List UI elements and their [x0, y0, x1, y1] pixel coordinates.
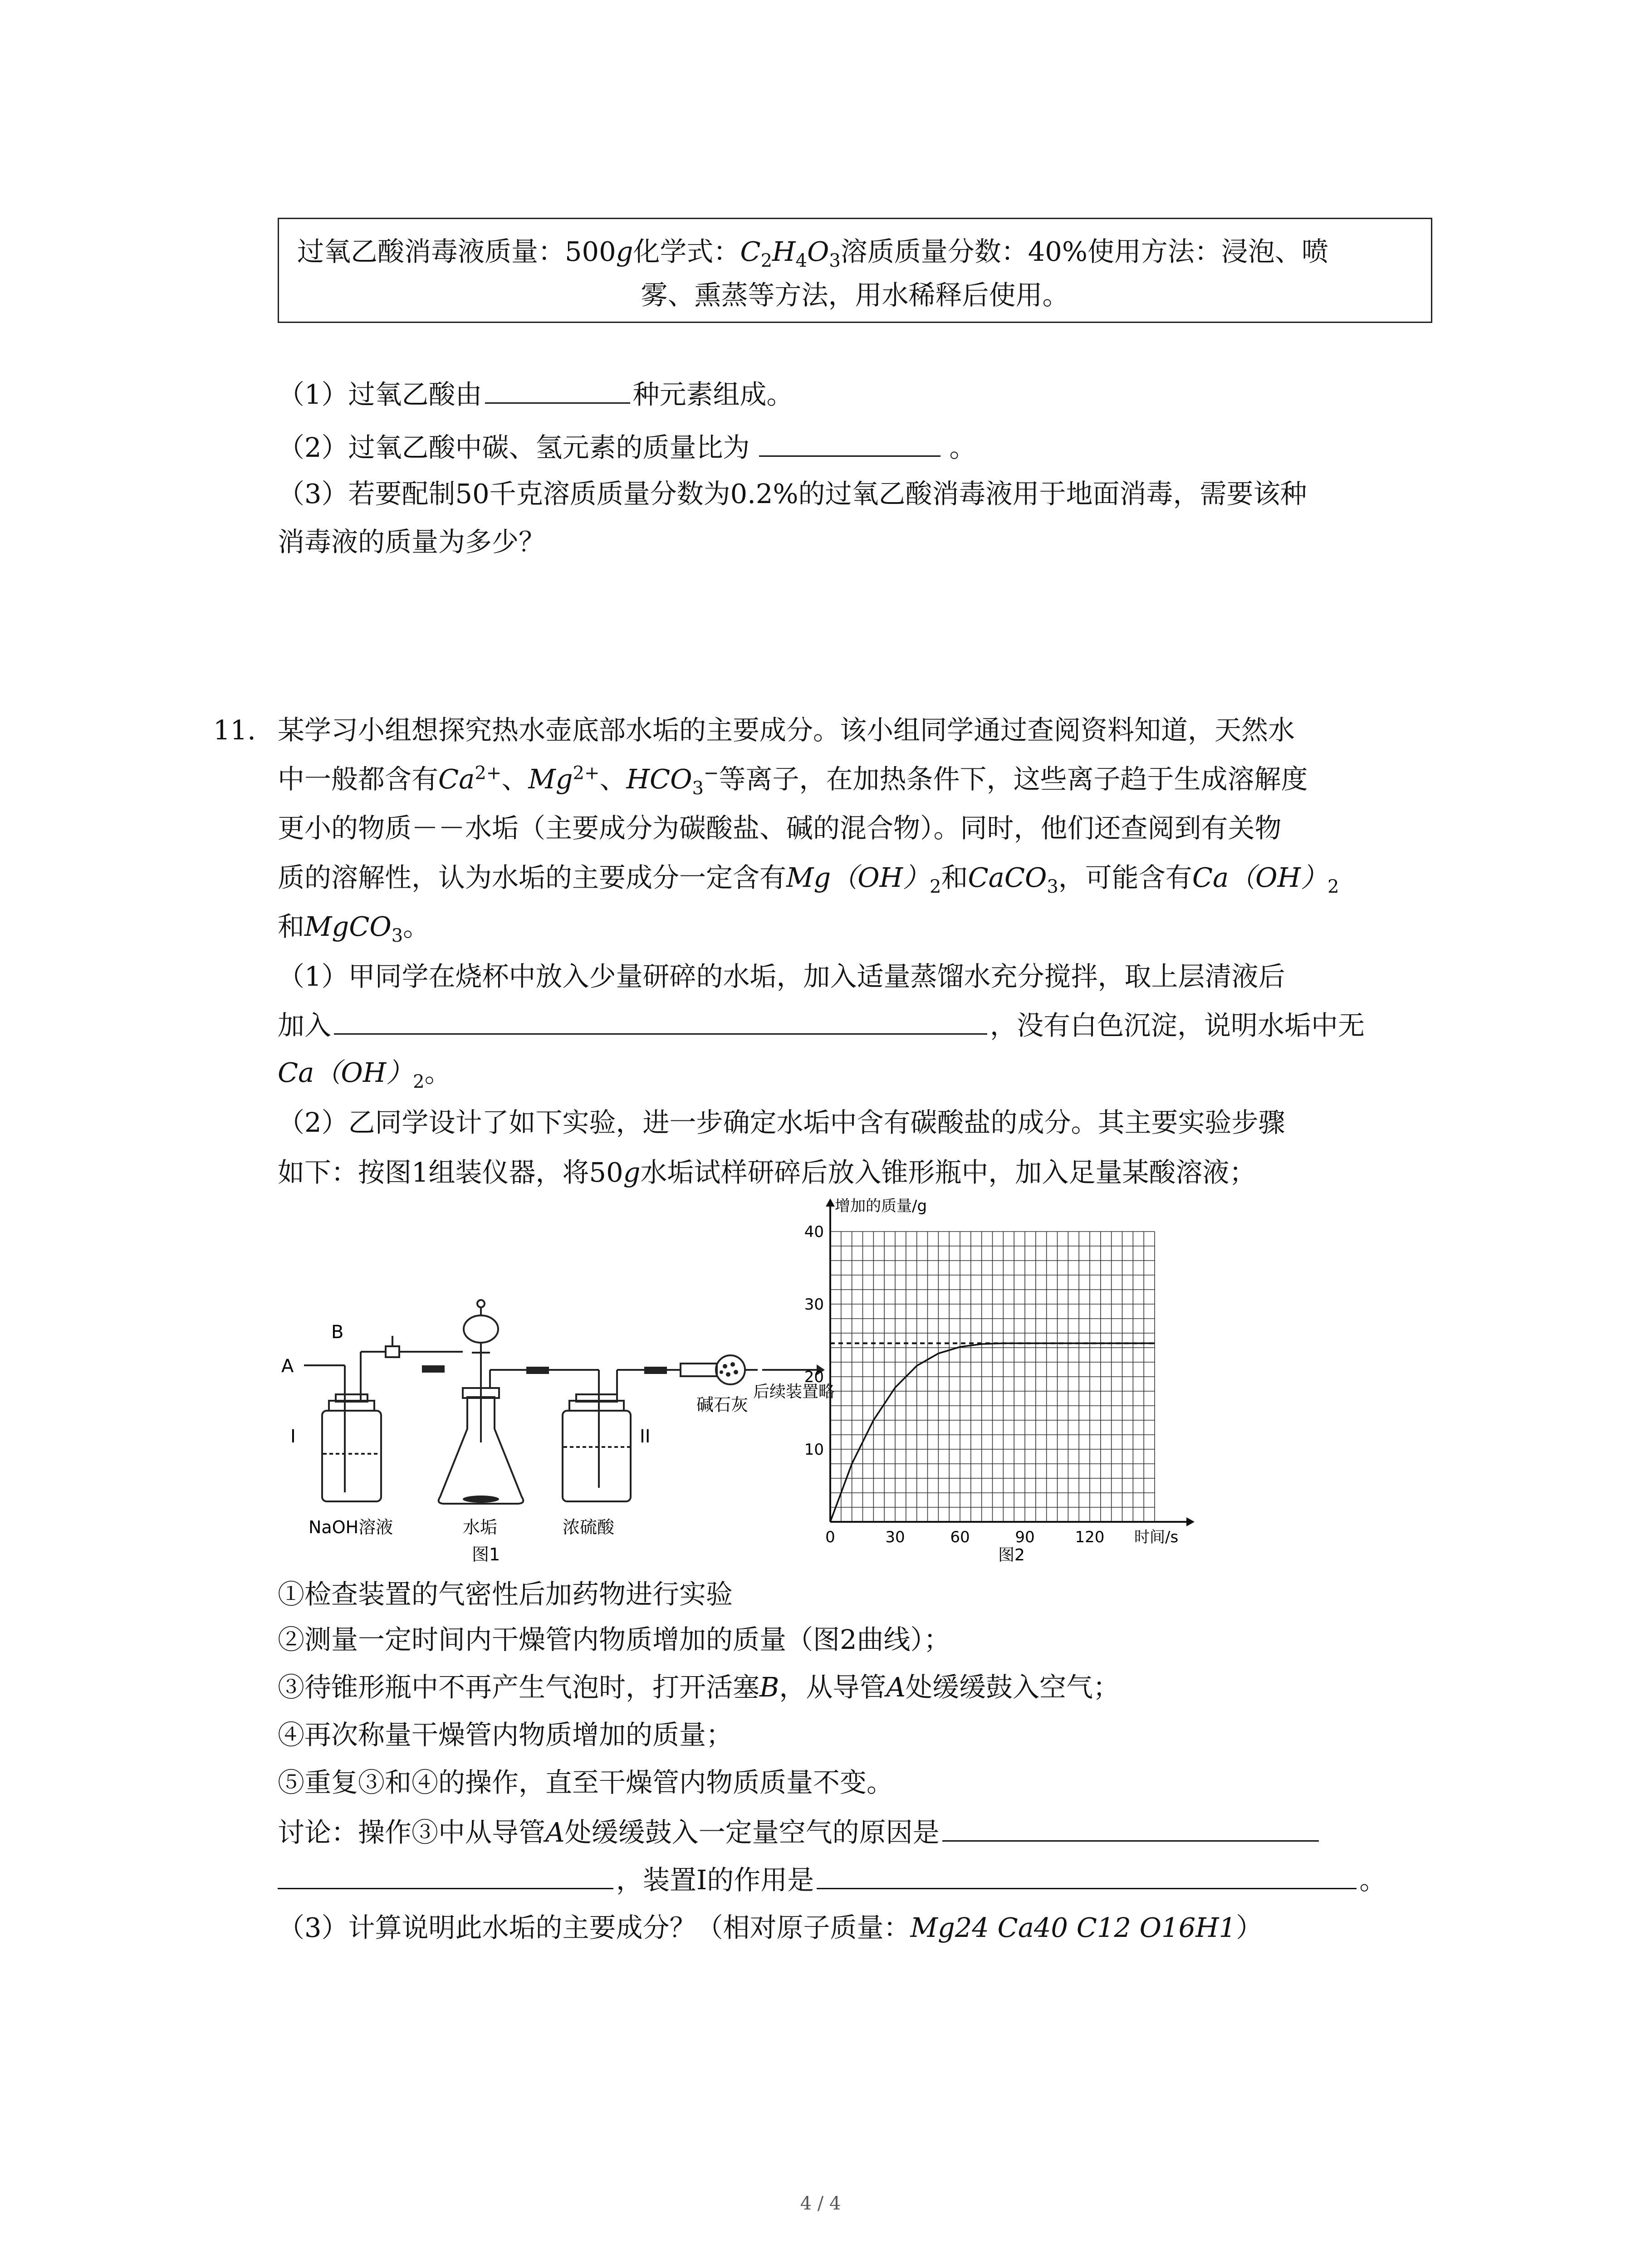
answer-blank[interactable]: [942, 1812, 1319, 1842]
label-I: I: [290, 1426, 296, 1447]
q11-step1-line1: （1）甲同学在烧杯中放入少量研碎的水垢，加入适量蒸馏水充分搅拌，取上层清液后: [278, 961, 1285, 992]
y-tick-label: 30: [804, 1295, 824, 1314]
figure2-caption: 图2: [998, 1546, 1025, 1564]
y-tick-label: 40: [804, 1223, 824, 1241]
naoh-label: NaOH溶液: [309, 1517, 393, 1537]
q11-line1: 某学习小组想探究热水壶底部水垢的主要成分。该小组同学通过查阅资料知道，天然水: [278, 714, 1295, 746]
q10-part2: （2）过氧乙酸中碳、氢元素的质量比为 。: [278, 423, 976, 473]
label-II: II: [640, 1426, 651, 1447]
q11-line2: 中一般都含有$Ca^{2+}$、$Mg^{2+}$、$HCO_3^-$等离子，在加热条件下，这些离子趋于生成溶解度: [278, 763, 1308, 799]
figure1-caption: 图1: [472, 1545, 500, 1564]
q11-line5: 和MgCO$_3$。: [278, 911, 430, 946]
chart-ticks: [804, 1223, 1105, 1546]
step-5: ⑤重复③和④的操作，直至干燥管内物质质量不变。: [278, 1767, 894, 1798]
figure2-chart: [785, 1198, 1216, 1569]
q11-number: 11.: [213, 714, 256, 746]
product-label-box: [278, 218, 1432, 323]
answer-blank[interactable]: [334, 1005, 987, 1035]
q11-line3: 更小的物质－－水垢（主要成分为碳酸盐、碱的混合物）。同时，他们还查阅到有关物: [278, 812, 1282, 844]
x-tick-label: 90: [1015, 1528, 1035, 1546]
y-axis-arrow: [826, 1198, 835, 1207]
y-axis-label: 增加的质量/g: [835, 1197, 927, 1215]
discussion-line2: ，装置Ⅰ的作用是 。: [278, 1855, 1386, 1905]
label-line-2: 雾、熏蒸等方法，用水稀释后使用。: [641, 279, 1069, 311]
scale-label: 水垢: [463, 1517, 498, 1537]
label-B: B: [331, 1322, 344, 1343]
answer-blank[interactable]: [759, 427, 941, 457]
x-tick-label: 120: [1075, 1528, 1105, 1546]
q10-part3-line1: （3）若要配制50千克溶质质量分数为0.2%的过氧乙酸消毒液用于地面消毒，需要该种: [278, 478, 1307, 509]
q11-step1-line3: $Ca(OH)_2$。: [278, 1057, 451, 1092]
answer-blank[interactable]: [817, 1860, 1357, 1889]
q11-line4: 质的溶解性，认为水垢的主要成分一定含有$Mg(OH)_2$和CaCO$_3$，可能含有$Ca(OH)_2$: [278, 862, 1339, 897]
y-tick-label: 20: [804, 1368, 824, 1386]
answer-blank[interactable]: [278, 1860, 613, 1889]
x-axis-label: 时间/s: [1134, 1528, 1179, 1546]
label-A: A: [281, 1356, 294, 1377]
step-4: ④再次称量干燥管内物质增加的质量；: [278, 1719, 733, 1750]
acid-label: 浓硫酸: [563, 1517, 615, 1537]
step-2: ②测量一定时间内干燥管内物质增加的质量（图2曲线）；: [278, 1624, 951, 1655]
q11-step2-line1: （2）乙同学设计了如下实验，进一步确定水垢中含有碳酸盐的成分。其主要实验步骤: [278, 1107, 1285, 1138]
q11-step1-line2: 加入 ，没有白色沉淀，说明水垢中无: [278, 1001, 1365, 1051]
chart-grid: [830, 1232, 1155, 1522]
label-line-1: 过氧乙酸消毒液质量：500g化学式：$C_2H_4O_3$溶质质量分数：40%使用方法：浸泡、喷: [297, 236, 1328, 271]
x-axis-arrow: [1186, 1517, 1195, 1526]
q11-step2-line2: 如下：按图1组装仪器，将50g水垢试样研碎后放入锥形瓶中，加入足量某酸溶液；: [278, 1157, 1256, 1188]
x-tick-label: 0: [825, 1528, 835, 1546]
y-tick-label: 10: [804, 1441, 824, 1459]
figure1-apparatus: [272, 1279, 835, 1569]
page-number: 4 / 4: [800, 2193, 841, 2214]
q11-step3: （3）计算说明此水垢的主要成分？（相对原子质量：Mg24 Ca40 C12 O16H1）: [278, 1912, 1263, 1943]
q10-part1: （1）过氧乙酸由 种元素组成。: [278, 370, 794, 420]
discussion-line1: 讨论：操作③中从导管A处缓缓鼓入一定量空气的原因是: [278, 1808, 1319, 1857]
sodalime-label: 碱石灰: [696, 1395, 749, 1415]
following-label: 后续装置略: [753, 1383, 835, 1401]
q10-part3-line2: 消毒液的质量为多少？: [278, 526, 546, 557]
x-tick-label: 30: [885, 1528, 905, 1546]
x-tick-label: 60: [950, 1528, 970, 1546]
answer-blank[interactable]: [485, 374, 630, 404]
step-3: ③待锥形瓶中不再产生气泡时，打开活塞B，从导管A处缓缓鼓入空气；: [278, 1672, 1120, 1703]
step-1: ①检查装置的气密性后加药物进行实验: [278, 1579, 733, 1610]
